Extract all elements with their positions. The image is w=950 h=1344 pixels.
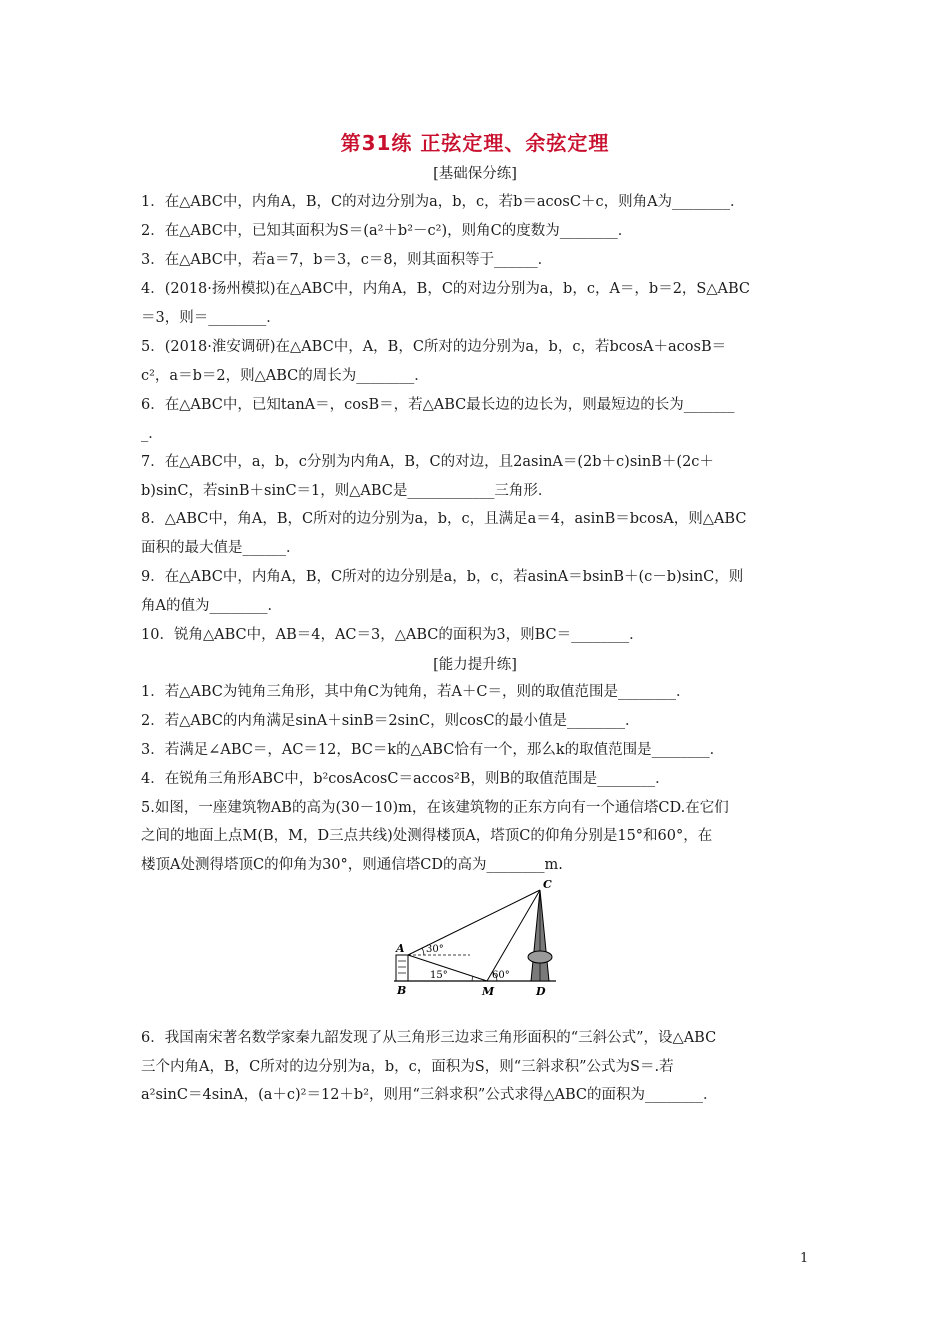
basic-line-7: c²，a＝b＝2，则△ABC的周长为________． <box>141 368 429 384</box>
advanced-line-3: 3．若满足∠ABC＝，AC＝12，BC＝k的△ABC恰有一个，那么k的取值范围是________． <box>141 742 725 758</box>
tower-disk <box>528 951 552 963</box>
label-d: D <box>536 985 546 998</box>
angle-60-label: 60° <box>492 970 510 981</box>
basic-line-12: 8．△ABC中，角A，B，C所对的边分别为a，b，c，且满足a＝4，asinB＝bcosA，则△ABC <box>141 511 747 527</box>
advanced-line-4: 4．在锐角三角形ABC中，b²cosAcosC＝accos²B，则B的取值范围是________． <box>141 771 670 787</box>
page-title: 第31练 正弦定理、余弦定理 <box>340 131 610 155</box>
page-number: 1 <box>800 1251 809 1266</box>
advanced-line-2: 2．若△ABC的内角满足sinA＋sinB＝2sinC，则cosC的最小值是________． <box>141 713 640 729</box>
advanced-line-9: 三个内角A，B，C所对的边分别为a，b，c，面积为S，则“三斜求积”公式为S＝.若 <box>141 1059 674 1075</box>
basic-line-4: 4．(2018·扬州模拟)在△ABC中，内角A，B，C的对边分别为a，b，c，A＝，b＝2，S△ABC <box>141 281 751 297</box>
tower-building-figure <box>390 880 560 1000</box>
basic-line-9: _． <box>141 426 163 442</box>
angle-30-label: 30° <box>426 944 444 955</box>
basic-line-2: 2．在△ABC中，已知其面积为S＝(a²＋b²－c²)，则角C的度数为________． <box>141 223 633 239</box>
section-heading-basic: [基础保分练] <box>433 166 517 182</box>
basic-line-8: 6．在△ABC中，已知tanA＝，cosB＝，若△ABC最长边的边长为，则最短边的长为_______ <box>141 397 735 413</box>
advanced-line-8: 6．我国南宋著名数学家秦九韶发现了从三角形三边求三角形面积的“三斜公式”，设△ABC <box>141 1030 717 1046</box>
label-m: M <box>482 985 495 998</box>
advanced-line-1: 1．若△ABC为钝角三角形，其中角C为钝角，若A＋C＝，则的取值范围是________． <box>141 684 691 700</box>
angle-15-label: 15° <box>430 970 448 981</box>
section-heading-advanced: [能力提升练] <box>433 657 517 673</box>
basic-line-5: ＝3，则＝________． <box>141 310 281 326</box>
basic-line-15: 角A的值为________． <box>141 598 282 614</box>
label-c: C <box>543 880 552 891</box>
advanced-line-5: 5.如图，一座建筑物AB的高为(30－10)m，在该建筑物的正东方向有一个通信塔CD.在它们 <box>141 800 729 816</box>
basic-line-16: 10．锐角△ABC中，AB＝4，AC＝3，△ABC的面积为3，则BC＝________． <box>141 627 644 643</box>
basic-line-3: 3．在△ABC中，若a＝7，b＝3，c＝8，则其面积等于______． <box>141 252 553 268</box>
basic-line-1: 1．在△ABC中，内角A，B，C的对边分别为a，b，c，若b＝acosC＋c，则角A为________． <box>141 194 745 210</box>
basic-line-10: 7．在△ABC中，a，b，c分别为内角A，B，C的对边，且2asinA＝(2b＋c)sinB＋(2c＋ <box>141 454 714 470</box>
label-b: B <box>397 984 407 997</box>
label-a: A <box>396 942 405 955</box>
basic-line-13: 面积的最大值是______． <box>141 540 301 556</box>
building-ab <box>396 955 408 981</box>
basic-line-14: 9．在△ABC中，内角A，B，C所对的边分别是a，b，c，若asinA＝bsinB＋(c－b)sinC，则 <box>141 569 744 585</box>
basic-line-11: b)sinC，若sinB＋sinC＝1，则△ABC是____________三角形． <box>141 483 553 499</box>
basic-line-6: 5．(2018·淮安调研)在△ABC中，A，B，C所对的边分别为a，b，c，若bcosA＋acosB＝ <box>141 339 727 355</box>
advanced-line-7: 楼顶A处测得塔顶C的仰角为30°，则通信塔CD的高为________m. <box>141 857 563 873</box>
advanced-line-10: a²sinC＝4sinA，(a＋c)²＝12＋b²，则用“三斜求积”公式求得△ABC的面积为________． <box>141 1087 718 1103</box>
advanced-line-6: 之间的地面上点M(B，M，D三点共线)处测得楼顶A，塔顶C的仰角分别是15°和60°，在 <box>141 828 713 844</box>
